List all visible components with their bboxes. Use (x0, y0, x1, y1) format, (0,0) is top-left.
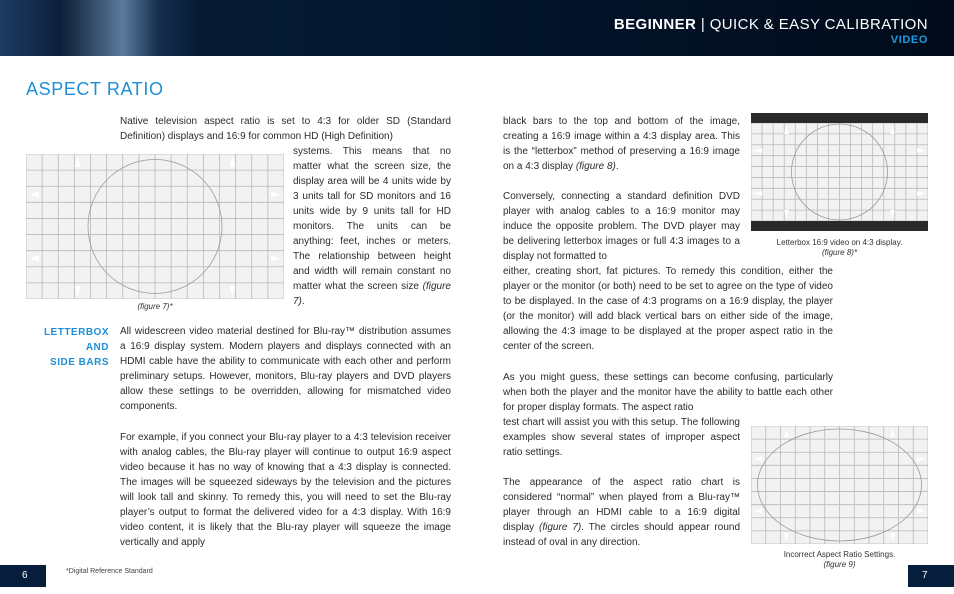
figure-7-test-pattern (26, 154, 284, 299)
figure-8-caption-ref: (figure 8)* (821, 248, 858, 257)
header-title-bold: BEGINNER (613, 16, 697, 33)
right-para3-full: As you might guess, these settings can become confusing, particularly when both the player and the monitor have the ability to battle each other for proper display formats. The aspect ratio (503, 372, 833, 413)
figure-9-svg (751, 426, 928, 544)
right-para3-wrapped: test chart will assist you with this setup. The following examples show several states of improper aspect ratio settings. (503, 417, 740, 458)
figure-7-svg (26, 154, 284, 299)
left-para3: For example, if you connect your Blu-ray player to a 4:3 television receiver with analog cables, the Blu-ray player will continue to output 16:9 aspect video because it has no way of knowing that a 4:3 display is connected. The images will be squeezed sideways by the television and the pictures will look tall and skinny. To remedy this, you will need to set the Blu-ray player’s output to format the delivered video for a 4:3 display. With 16:9 video content, it is likely that the Blu-ray player will squeeze the image vertically and apply (120, 432, 451, 548)
page-header (0, 0, 954, 56)
header-title-rest: QUICK & EASY CALIBRATION (709, 16, 928, 33)
figure-8-caption (751, 238, 928, 258)
letterbox-bar-bottom (751, 221, 928, 231)
figure-7-caption (110, 302, 200, 312)
figure-8-caption-line2 (751, 248, 928, 258)
side-heading-letterbox (40, 325, 109, 370)
header-subtitle: VIDEO (890, 34, 928, 46)
left-para2: All widescreen video material destined for Blu-ray™ distribution assumes a 16:9 display system. Modern players and displays connected with an HDMI cable have the ability to communicate with each other and perform preliminary setups. However, monitors, Blu-ray players and DVD players allow these settings to be overridden, allowing for mismatched video components. (120, 326, 451, 412)
right-para2-wrapped: Conversely, connecting a standard definition DVD player with analog cables to a 16:9 monitor may induce the opposite problem. The DVD player may be delivering letterbox images or full 4:3 images to a display not formatted to (503, 191, 740, 262)
right-para1-end: . (615, 161, 619, 172)
left-para1-wrap-text: systems. This means that no matter what the screen size, the display area will be 4 units wide by 3 units tall for SD monitors and 16 units wide by 9 units tall for HD monitors. The units can be anything: feet, inches or meters. The relationship between height and width will remain constant no matter what the screen size (293, 146, 451, 292)
header-title-separator: | (696, 16, 710, 33)
side-heading-line3: SIDE BARS (50, 357, 109, 368)
letterbox-bar-top (751, 113, 928, 123)
figure-9-caption (751, 550, 928, 570)
left-para1-end: . (301, 296, 305, 307)
figure-8-svg (751, 113, 928, 231)
right-para4-figure-ref: (figure 7) (539, 522, 582, 533)
page-number-right: 7 (908, 565, 954, 587)
figure-9-caption-ref: (figure 9) (823, 560, 856, 569)
figure-7-caption-text: (figure 7)* (137, 302, 173, 311)
right-para2-full: either, creating short, fat pictures. To remedy this condition, either the player or the monitor (or both) need to be set to agree on the type of video to be displayed. In the case of 4:3 programs on a 16:9 display, the player (or the monitor) will add black vertical bars on either side of the image, allowing the 4:3 image to be displayed at the proper aspect ratio in the center of the screen. (503, 266, 833, 352)
figure-9-test-pattern (751, 426, 928, 544)
header-title (614, 16, 928, 33)
right-para4-text: The appearance of the aspect ratio chart is considered “normal” when played from a Blu-ray™ player through an HDMI cable to a 16:9 digital display (503, 477, 740, 533)
figure-8-caption-line1: Letterbox 16:9 video on 4:3 display. (776, 238, 903, 247)
right-para4-end: . The circles should appear round instead of oval in any direction. (503, 522, 741, 548)
right-para4 (503, 475, 740, 550)
figure-8-test-pattern (751, 113, 928, 231)
figure-9-caption-line1: Incorrect Aspect Ratio Settings. (783, 550, 896, 559)
left-para1-figure-ref: (figure 7) (293, 281, 451, 307)
side-heading-line1: LETTERBOX (43, 327, 109, 338)
page-number-left: 6 (0, 565, 46, 587)
left-para1-wrap (293, 144, 451, 309)
section-title: ASPECT RATIO (26, 79, 164, 99)
right-para1-text: black bars to the top and bottom of the image, creating a 16:9 image within a 4:3 display area. This is the “letterbox” method of preserving a 16:9 image on a 4:3 display (503, 116, 740, 172)
header-glow (60, 0, 200, 56)
right-para1-figure-ref: (figure 8) (575, 161, 616, 172)
side-heading-line2: AND (85, 342, 109, 353)
figure-9-caption-line2 (751, 560, 928, 570)
left-para1-intro: Native television aspect ratio is set to 4:3 for older SD (Standard Definition) displays and 16:9 for common HD (High Definition) (120, 116, 451, 142)
right-para1 (503, 114, 740, 174)
footnote: *Digital Reference Standard (66, 568, 153, 575)
